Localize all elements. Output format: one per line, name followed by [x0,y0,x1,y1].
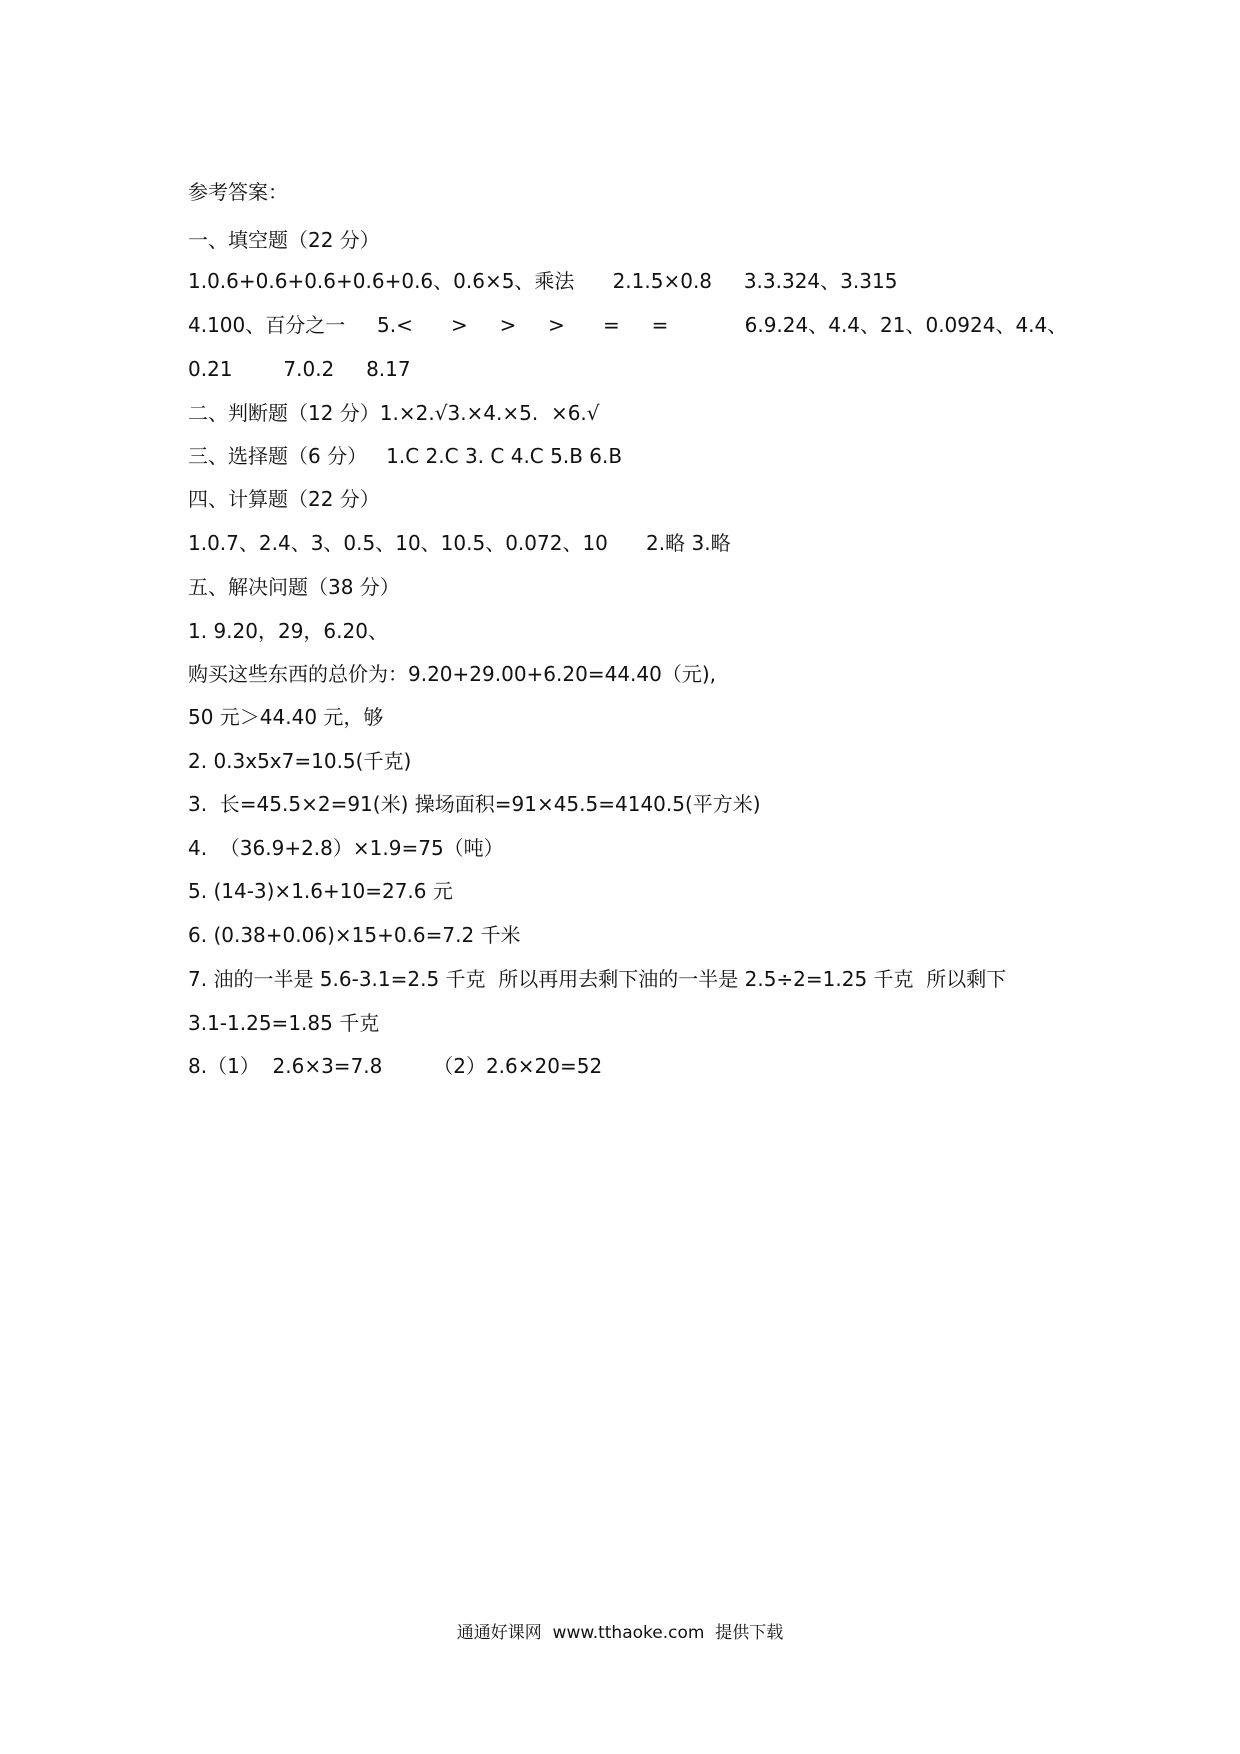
section-4-title: 四、计算题（22 分） [188,487,380,511]
section-1-line-3: 0.21 7.0.2 8.17 [188,357,411,381]
section-1-line-2: 4.100、百分之一 5.< > > > = = 6.9.24、4.4、21、0.0924、4.4、 [188,313,1068,337]
section-4-line-1: 1.0.7、2.4、3、0.5、10、10.5、0.072、10 2.略 3.略 [188,531,731,555]
problem-2-line: 2. 0.3x5x7=10.5(千克) [188,749,412,773]
problem-1-line-3: 50 元＞44.40 元，够 [188,705,384,729]
problem-8-line: 8.（1） 2.6×3=7.8 （2）2.6×20=52 [188,1054,603,1078]
answer-key-heading: 参考答案： [188,180,288,204]
section-1-title: 一、填空题（22 分） [188,228,380,252]
section-2-line: 二、判断题（12 分）1.×2.√3.×4.×5. ×6.√ [188,401,600,425]
problem-1-line-1: 1. 9.20，29，6.20、 [188,619,388,643]
page-footer: 通通好课网 www.tthaoke.com 提供下载 [456,1623,784,1643]
section-5-title: 五、解决问题（38 分） [188,575,400,599]
problem-7-line-2: 3.1-1.25=1.85 千克 [188,1011,380,1035]
section-3-line: 三、选择题（6 分） 1.C 2.C 3. C 4.C 5.B 6.B [188,444,623,468]
problem-6-line: 6. (0.38+0.06)×15+0.6=7.2 千米 [188,923,521,947]
problem-5-line: 5. (14-3)×1.6+10=27.6 元 [188,879,453,903]
problem-3-line: 3. 长=45.5×2=91(米) 操场面积=91×45.5=4140.5(平方米) [188,792,761,816]
problem-7-line-1: 7. 油的一半是 5.6-3.1=2.5 千克 所以再用去剩下油的一半是 2.5÷2=1.25 千克 所以剩下 [188,967,1007,991]
problem-4-line: 4. （36.9+2.8）×1.9=75（吨） [188,836,504,860]
section-1-line-1: 1.0.6+0.6+0.6+0.6+0.6、0.6×5、乘法 2.1.5×0.8 3.3.324、3.315 [188,269,898,293]
problem-1-line-2: 购买这些东西的总价为：9.20+29.00+6.20=44.40（元), [188,662,717,686]
